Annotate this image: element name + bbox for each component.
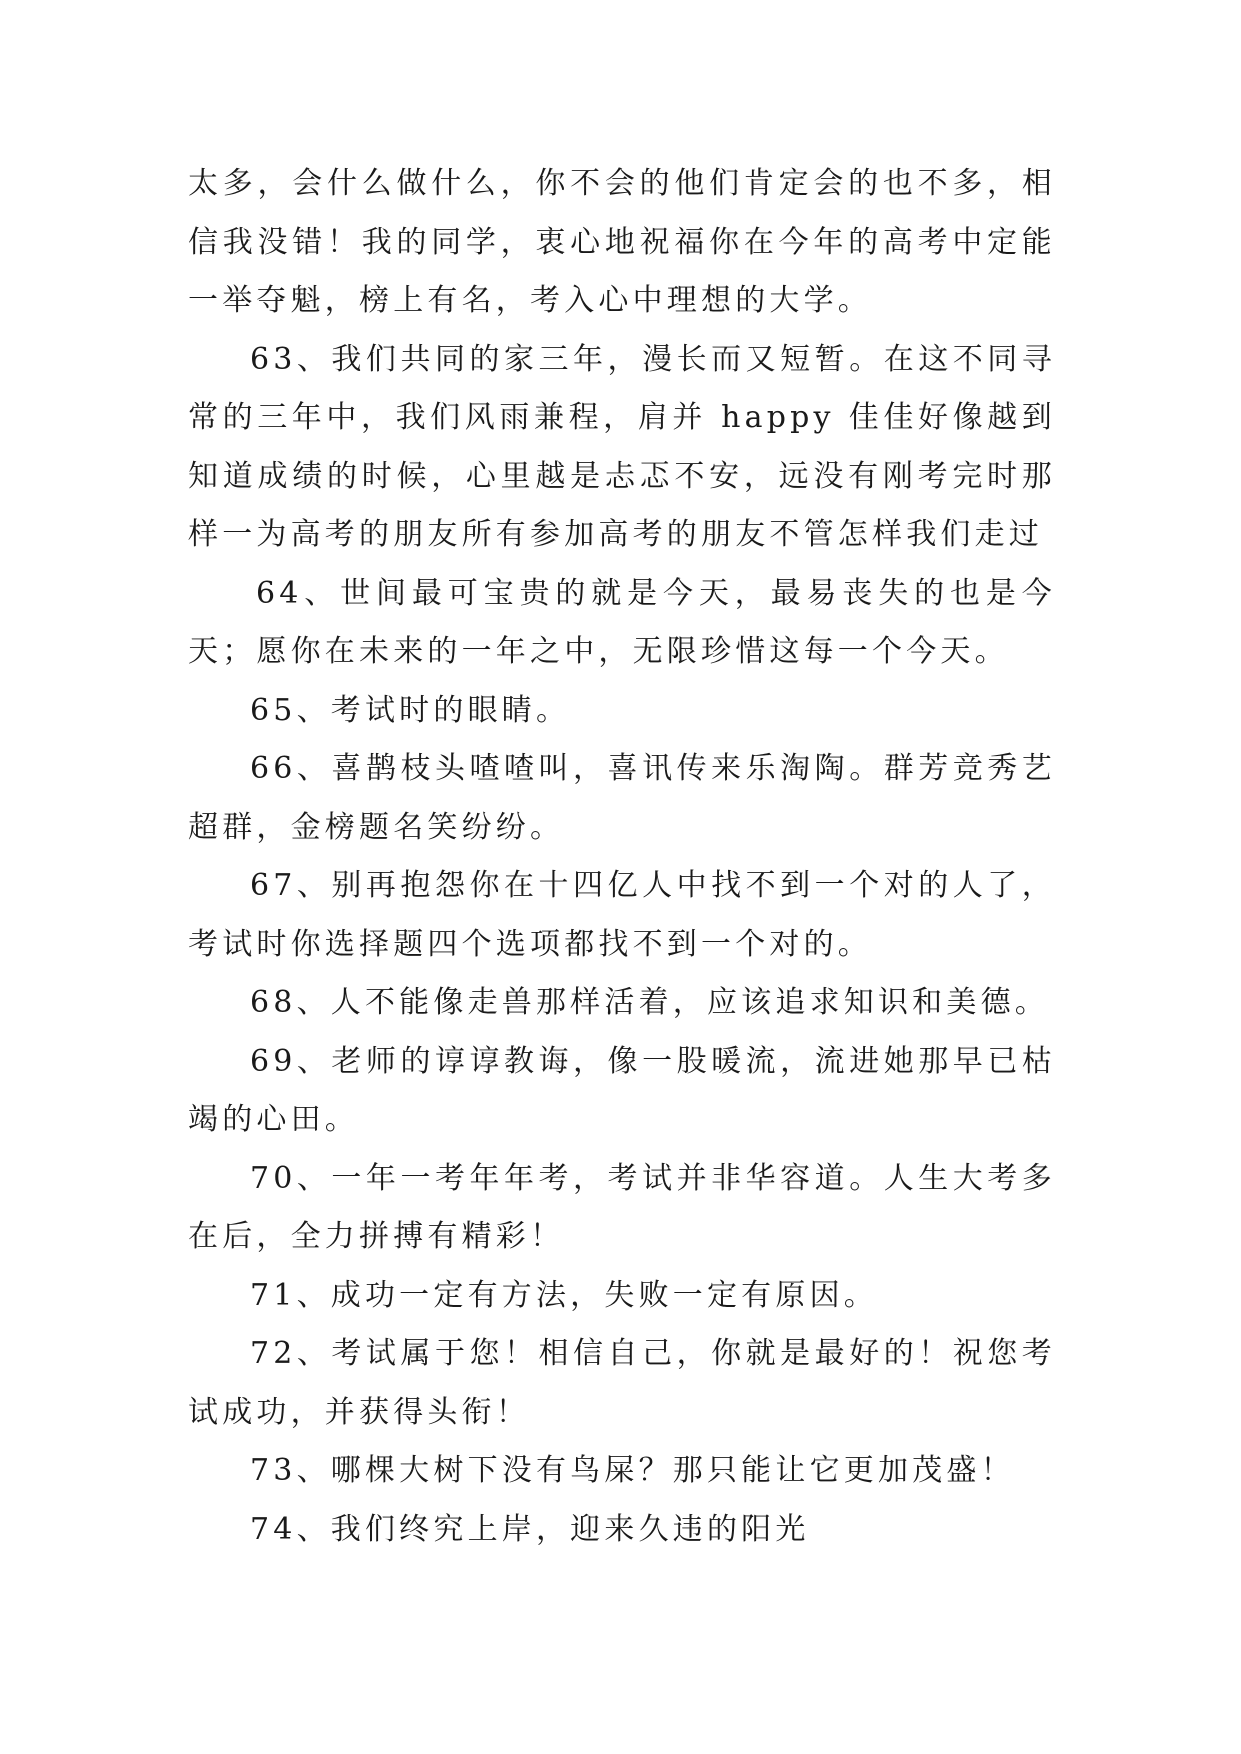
paragraph-71: 71、成功一定有方法，失败一定有原因。 (250, 1277, 878, 1313)
paragraph-63: 63、我们共同的家三年，漫长而又短暂。在这不同寻常的三年中，我们风雨兼程，肩并 happy 佳佳好像越到知道成绩的时候，心里越是忐忑不安，远没有刚考完时那样一为高考的朋友所有参加高考的朋友不管怎样我们走过 (188, 341, 1056, 552)
paragraph-74: 74、我们终究上岸，迎来久违的阳光 (250, 1511, 810, 1547)
paragraph-64: 64、世间最可宝贵的就是今天，最易丧失的也是今天；愿你在未来的一年之中，无限珍惜这每一个今天。 (188, 575, 1056, 669)
paragraph-67: 67、别再抱怨你在十四亿人中找不到一个对的人了，考试时你选择题四个选项都找不到一个对的。 (188, 868, 1056, 962)
paragraph-66: 66、喜鹊枝头喳喳叫，喜讯传来乐淘陶。群芳竞秀艺超群，金榜题名笑纷纷。 (188, 751, 1056, 845)
document-body (188, 155, 1056, 1559)
paragraph-65: 65、考试时的眼睛。 (250, 692, 571, 728)
paragraph-69: 69、老师的谆谆教诲，像一股暖流，流进她那早已枯竭的心田。 (188, 1043, 1056, 1137)
paragraph-70: 70、一年一考年年考，考试并非华容道。人生大考多在后，全力拼搏有精彩！ (188, 1160, 1056, 1254)
paragraph-continuation: 太多，会什么做什么，你不会的他们肯定会的也不多，相信我没错！我的同学，衷心地祝福你在今年的高考中定能一举夺魁，榜上有名，考入心中理想的大学。 (188, 166, 1056, 318)
paragraph-68: 68、人不能像走兽那样活着，应该追求知识和美德。 (250, 985, 1049, 1020)
paragraph-72: 72、考试属于您！相信自己，你就是最好的！祝您考试成功，并获得头衔！ (188, 1336, 1056, 1430)
paragraph-73: 73、哪棵大树下没有鸟屎？那只能让它更加茂盛！ (250, 1453, 1015, 1488)
